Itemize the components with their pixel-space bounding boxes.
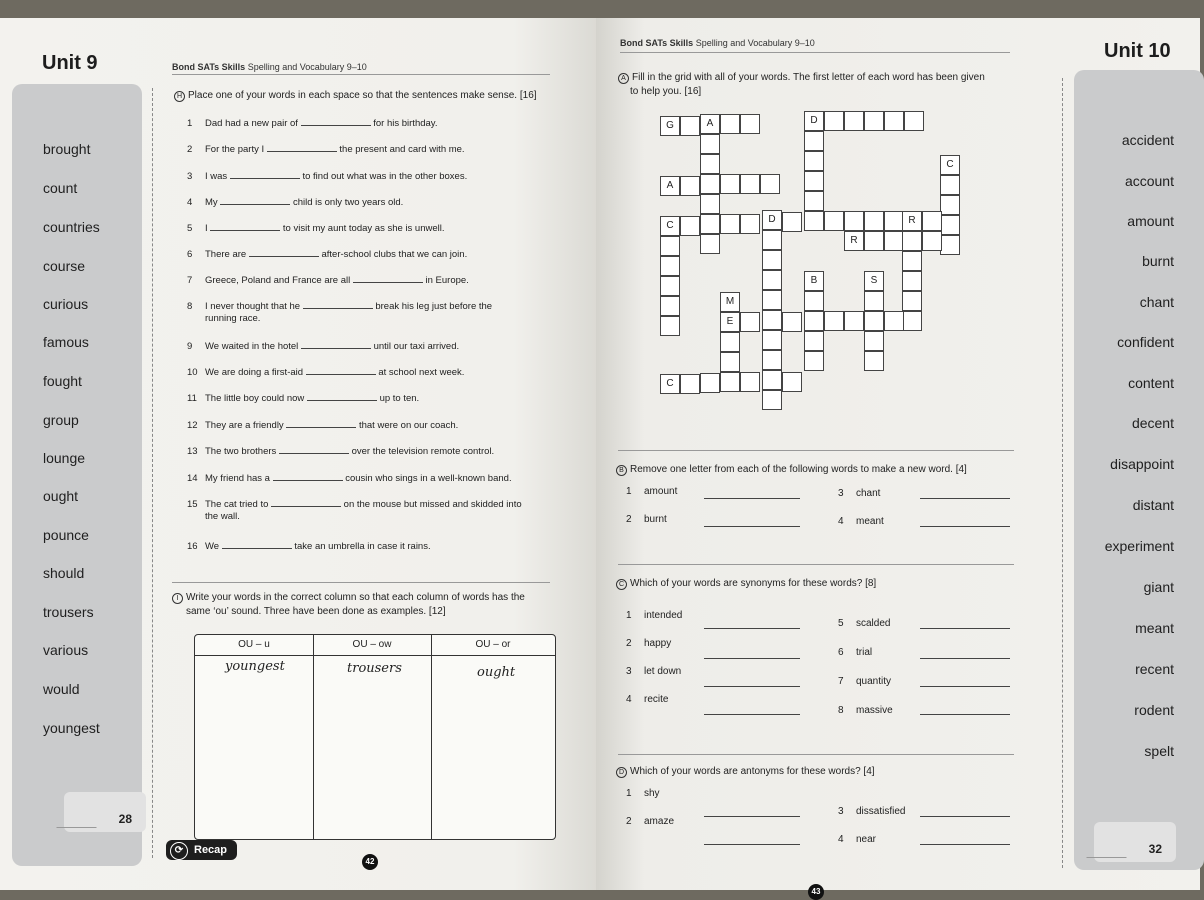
grid-cell[interactable] xyxy=(844,211,864,231)
grid-cell[interactable] xyxy=(940,215,960,235)
sentence-item: 9 We waited in the hotel until our taxi arrived. xyxy=(187,341,460,352)
grid-cell[interactable] xyxy=(700,194,720,214)
grid-cell[interactable] xyxy=(762,250,782,270)
header-rule xyxy=(172,74,550,75)
answer-line[interactable] xyxy=(704,628,800,629)
grid-cell[interactable] xyxy=(720,332,740,352)
grid-cell[interactable] xyxy=(864,311,884,331)
grid-cell[interactable] xyxy=(864,231,884,251)
word-bank-item: burnt xyxy=(1142,253,1174,269)
grid-cell[interactable] xyxy=(884,311,904,331)
answer-line[interactable] xyxy=(920,844,1010,845)
word-bank-item: rodent xyxy=(1134,702,1174,718)
example-answer: ought xyxy=(477,665,516,680)
section-rule xyxy=(618,754,1014,755)
word-bank-item: should xyxy=(43,565,85,581)
word-bank-item: lounge xyxy=(43,450,86,466)
word-bank-item: famous xyxy=(43,334,89,350)
answer-line[interactable] xyxy=(920,658,1010,659)
grid-cell[interactable] xyxy=(844,111,864,131)
word-bank-item: ought xyxy=(43,488,79,504)
column-header: OU – ow xyxy=(352,639,392,650)
word-item: 7 quantity xyxy=(838,676,892,687)
word-item: 4 meant xyxy=(838,516,884,527)
section-d-heading xyxy=(616,766,875,778)
word-bank-item: experiment xyxy=(1104,538,1174,554)
grid-cell[interactable] xyxy=(782,212,802,232)
section-letter: C xyxy=(616,579,627,590)
answer-blank[interactable] xyxy=(273,471,343,481)
sentence-item: 16 We take an umbrella in case it rains. xyxy=(187,541,431,552)
page-box xyxy=(1094,822,1176,862)
word-bank-item: distant xyxy=(1132,497,1174,513)
word-bank-item: chant xyxy=(1139,294,1174,310)
section-instruction: Fill in the grid with all of your words. The first letter of each word has been given xyxy=(632,72,985,83)
answer-line[interactable] xyxy=(704,498,800,499)
word-bank-item: count xyxy=(43,180,78,196)
word-bank-item: various xyxy=(43,642,89,658)
section-letter: B xyxy=(616,465,627,476)
grid-cell[interactable] xyxy=(700,174,720,194)
section-rule xyxy=(172,582,550,583)
grid-cell[interactable] xyxy=(760,174,780,194)
column-header: OU – u xyxy=(238,639,270,650)
word-bank-item: giant xyxy=(1143,579,1174,595)
answer-line[interactable] xyxy=(920,628,1010,629)
word-item: 1 intended xyxy=(626,610,683,621)
grid-cell[interactable] xyxy=(740,312,760,332)
grid-cell[interactable] xyxy=(762,290,782,310)
grid-cell[interactable] xyxy=(680,176,700,196)
grid-cell[interactable]: D xyxy=(762,210,782,230)
word-item: 6 trial xyxy=(838,647,873,658)
section-i-heading-cont: same ‘ou’ sound. Three have been done as examples. [12] xyxy=(186,606,446,617)
sentence-item: 1 Dad had a new pair of for his birthday. xyxy=(187,118,438,129)
word-bank-item: account xyxy=(1124,173,1174,189)
dashed-divider xyxy=(152,88,153,858)
word-bank-item: spelt xyxy=(1144,743,1174,759)
word-bank-item: confident xyxy=(1117,334,1174,350)
header-rule xyxy=(620,52,1010,53)
page-box-number: 28 xyxy=(118,812,132,826)
grid-cell[interactable] xyxy=(700,234,720,254)
answer-blank[interactable] xyxy=(210,221,280,231)
grid-cell[interactable] xyxy=(740,214,760,234)
page-box xyxy=(64,792,146,832)
grid-cell[interactable] xyxy=(824,111,844,131)
grid-cell[interactable] xyxy=(804,131,824,151)
dashed-divider xyxy=(1062,78,1063,868)
answer-line[interactable] xyxy=(920,714,1010,715)
answer-blank[interactable] xyxy=(279,444,349,454)
section-instruction: Write your words in the correct column so that each column of words has the xyxy=(186,592,525,603)
section-letter: D xyxy=(616,767,627,778)
grid-cell[interactable] xyxy=(804,211,824,231)
grid-cell[interactable] xyxy=(804,171,824,191)
sentence-item: 5 I to visit my aunt today as she is unwell. xyxy=(187,223,445,234)
answer-line[interactable] xyxy=(920,526,1010,527)
sentence-item: 8 I never thought that he break his leg just before the xyxy=(187,301,493,312)
section-c-heading xyxy=(616,578,876,590)
grid-cell[interactable] xyxy=(720,174,740,194)
grid-cell[interactable] xyxy=(720,352,740,372)
grid-cell[interactable] xyxy=(804,151,824,171)
answer-blank[interactable] xyxy=(267,142,337,152)
word-item: 3 let down xyxy=(626,666,682,677)
grid-cell[interactable] xyxy=(680,116,700,136)
grid-cell[interactable] xyxy=(762,310,782,330)
word-bank-item: course xyxy=(43,258,86,274)
grid-cell[interactable] xyxy=(884,111,904,131)
grid-cell[interactable] xyxy=(700,134,720,154)
recap-label: Recap xyxy=(194,844,228,856)
grid-cell[interactable] xyxy=(902,291,922,311)
word-bank-item: recent xyxy=(1135,661,1174,677)
grid-cell[interactable] xyxy=(902,231,922,251)
page-number: 43 xyxy=(808,884,824,900)
grid-cell[interactable] xyxy=(940,235,960,255)
answer-line[interactable] xyxy=(704,844,800,845)
grid-cell[interactable] xyxy=(680,216,700,236)
grid-cell[interactable] xyxy=(762,390,782,410)
word-bank xyxy=(1074,70,1204,870)
grid-cell[interactable] xyxy=(782,312,802,332)
page-box-number: 32 xyxy=(1148,842,1162,856)
answer-blank[interactable] xyxy=(230,169,300,179)
grid-cell[interactable] xyxy=(864,351,884,371)
sentence-continuation: the wall. xyxy=(205,511,240,522)
grid-cell[interactable] xyxy=(864,291,884,311)
word-bank-item: group xyxy=(43,412,79,428)
grid-cell[interactable]: B xyxy=(804,271,824,291)
grid-cell[interactable] xyxy=(804,311,824,331)
grid-cell[interactable] xyxy=(864,111,884,131)
grid-cell[interactable]: C xyxy=(660,374,680,394)
sentence-item: 10 We are doing a first-aid at school next week. xyxy=(187,367,465,378)
grid-cell[interactable] xyxy=(762,270,782,290)
answer-line[interactable] xyxy=(920,816,1010,817)
grid-cell[interactable] xyxy=(700,154,720,174)
word-bank-item: content xyxy=(1128,375,1174,391)
grid-cell[interactable] xyxy=(660,296,680,316)
grid-cell[interactable]: S xyxy=(864,271,884,291)
word-bank-item: trousers xyxy=(43,604,94,620)
recap-tab xyxy=(166,840,237,860)
left-page xyxy=(0,18,604,890)
section-a-heading-cont: to help you. [16] xyxy=(630,86,702,97)
section-instruction: Place one of your words in each space so that the sentences make sense. [16] xyxy=(188,90,537,101)
grid-cell[interactable] xyxy=(720,114,740,134)
answer-blank[interactable] xyxy=(307,391,377,401)
section-h-heading xyxy=(174,90,537,102)
grid-cell[interactable] xyxy=(804,191,824,211)
grid-cell[interactable] xyxy=(700,214,720,234)
sentence-item: 4 My child is only two years old. xyxy=(187,197,404,208)
word-bank-item: brought xyxy=(43,141,91,157)
sentence-item: 11 The little boy could now up to ten. xyxy=(187,393,420,404)
grid-cell[interactable]: A xyxy=(660,176,680,196)
word-item: 3 dissatisfied xyxy=(838,806,906,817)
word-bank-item: curious xyxy=(43,296,89,312)
word-item: 2 amaze xyxy=(626,816,675,827)
grid-cell[interactable] xyxy=(804,331,824,351)
grid-cell[interactable] xyxy=(902,311,922,331)
answer-line[interactable] xyxy=(704,686,800,687)
grid-cell[interactable] xyxy=(824,211,844,231)
answer-blank[interactable] xyxy=(353,273,423,283)
grid-cell[interactable] xyxy=(864,331,884,351)
word-item: 4 recite xyxy=(626,694,669,705)
header-brand: Bond SATs Skills xyxy=(620,38,694,48)
word-item: 1 amount xyxy=(626,486,678,497)
grid-cell[interactable] xyxy=(762,230,782,250)
grid-cell[interactable] xyxy=(740,174,760,194)
answer-blank[interactable] xyxy=(306,365,376,375)
section-instruction: Which of your words are antonyms for these words? [4] xyxy=(630,766,875,777)
word-item: 8 massive xyxy=(838,705,893,716)
sentence-item: 13 The two brothers over the television remote control. xyxy=(187,446,495,457)
grid-cell[interactable] xyxy=(660,276,680,296)
grid-cell[interactable] xyxy=(940,195,960,215)
grid-cell[interactable] xyxy=(940,175,960,195)
book-header xyxy=(620,38,815,48)
word-item: 3 chant xyxy=(838,488,881,499)
word-item: 4 near xyxy=(838,834,877,845)
ou-sound-table xyxy=(194,634,556,840)
grid-cell[interactable]: E xyxy=(720,312,740,332)
page-number: 42 xyxy=(362,854,378,870)
sentence-item: 14 My friend has a cousin who sings in a well-known band. xyxy=(187,473,512,484)
word-bank-item: fought xyxy=(43,373,82,389)
right-page xyxy=(596,18,1200,896)
grid-cell[interactable] xyxy=(902,271,922,291)
unit-title: Unit 10 xyxy=(1104,40,1171,62)
grid-cell[interactable] xyxy=(864,211,884,231)
example-answer: trousers xyxy=(347,661,402,676)
grid-cell[interactable] xyxy=(884,211,904,231)
answer-blank[interactable] xyxy=(249,247,319,257)
book-header xyxy=(172,62,367,72)
sentence-item: 12 They are a friendly that were on our coach. xyxy=(187,420,459,431)
sentence-item: 3 I was to find out what was in the other boxes. xyxy=(187,171,468,182)
answer-line[interactable] xyxy=(704,714,800,715)
answer-line[interactable] xyxy=(704,658,800,659)
grid-cell[interactable] xyxy=(762,370,782,390)
grid-cell[interactable] xyxy=(720,214,740,234)
grid-cell[interactable] xyxy=(700,373,720,393)
grid-cell[interactable] xyxy=(762,330,782,350)
grid-cell[interactable] xyxy=(720,372,740,392)
section-rule xyxy=(618,450,1014,451)
sentence-item: 7 Greece, Poland and France are all in Europe. xyxy=(187,275,469,286)
section-a-heading xyxy=(618,72,985,84)
section-rule xyxy=(618,564,1014,565)
grid-cell[interactable]: R xyxy=(902,211,922,231)
grid-cell[interactable] xyxy=(782,372,802,392)
grid-cell[interactable] xyxy=(740,372,760,392)
header-brand: Bond SATs Skills xyxy=(172,62,246,72)
section-i-heading xyxy=(172,592,525,604)
grid-cell[interactable] xyxy=(680,374,700,394)
section-letter: H xyxy=(174,91,185,102)
word-bank-item: disappoint xyxy=(1110,456,1174,472)
grid-cell[interactable]: A xyxy=(700,114,720,134)
grid-cell[interactable]: D xyxy=(804,111,824,131)
word-bank-item: pounce xyxy=(43,527,89,543)
section-letter: I xyxy=(172,593,183,604)
answer-line[interactable] xyxy=(704,816,800,817)
answer-line[interactable] xyxy=(920,686,1010,687)
section-letter: A xyxy=(618,73,629,84)
grid-cell[interactable] xyxy=(804,351,824,371)
grid-cell[interactable] xyxy=(824,311,844,331)
grid-cell[interactable]: R xyxy=(844,231,864,251)
grid-cell[interactable] xyxy=(844,311,864,331)
answer-blank[interactable] xyxy=(303,299,373,309)
section-instruction: Remove one letter from each of the following words to make a new word. [4] xyxy=(630,464,967,475)
answer-blank[interactable] xyxy=(271,497,341,507)
grid-cell[interactable] xyxy=(922,231,942,251)
word-bank-item: meant xyxy=(1135,620,1174,636)
word-bank-item: youngest xyxy=(43,720,100,736)
grid-cell[interactable] xyxy=(660,256,680,276)
word-item: 1 shy xyxy=(626,788,660,799)
header-subtitle: Spelling and Vocabulary 9–10 xyxy=(695,38,815,48)
sentence-item: 2 For the party I the present and card with me. xyxy=(187,144,465,155)
column-header: OU – or xyxy=(475,639,511,650)
sentence-continuation: running race. xyxy=(205,313,261,324)
header-subtitle: Spelling and Vocabulary 9–10 xyxy=(247,62,367,72)
grid-cell[interactable]: M xyxy=(720,292,740,312)
grid-cell[interactable]: C xyxy=(660,216,680,236)
answer-line[interactable] xyxy=(704,526,800,527)
word-item: 2 happy xyxy=(626,638,672,649)
word-bank-item: countries xyxy=(43,219,100,235)
unit-title: Unit 9 xyxy=(42,52,98,74)
section-b-heading xyxy=(616,464,967,476)
grid-cell[interactable] xyxy=(660,316,680,336)
grid-cell[interactable] xyxy=(804,291,824,311)
answer-blank[interactable] xyxy=(301,339,371,349)
word-item: 2 burnt xyxy=(626,514,667,525)
word-bank-item: amount xyxy=(1127,213,1174,229)
section-instruction: Which of your words are synonyms for these words? [8] xyxy=(630,578,877,589)
answer-blank[interactable] xyxy=(220,195,290,205)
grid-cell[interactable] xyxy=(762,350,782,370)
answer-line[interactable] xyxy=(920,498,1010,499)
grid-cell[interactable] xyxy=(922,211,942,231)
answer-blank[interactable] xyxy=(286,418,356,428)
example-answer: youngest xyxy=(225,659,285,674)
word-bank-item: decent xyxy=(1131,415,1174,431)
word-bank-item: accident xyxy=(1121,132,1174,148)
grid-cell[interactable] xyxy=(904,111,924,131)
word-item: 5 scalded xyxy=(838,618,891,629)
word-bank-item: would xyxy=(43,681,80,697)
grid-cell[interactable] xyxy=(884,231,904,251)
answer-blank[interactable] xyxy=(222,539,292,549)
grid-cell[interactable]: G xyxy=(660,116,680,136)
grid-cell[interactable] xyxy=(902,251,922,271)
sentence-item: 6 There are after-school clubs that we can join. xyxy=(187,249,468,260)
word-bank xyxy=(12,84,142,866)
grid-cell[interactable] xyxy=(740,114,760,134)
sentence-item: 15 The cat tried to on the mouse but missed and skidded into xyxy=(187,499,522,510)
grid-cell[interactable] xyxy=(660,236,680,256)
refresh-icon: ⟳ xyxy=(170,842,188,860)
answer-blank[interactable] xyxy=(301,116,371,126)
grid-cell[interactable]: C xyxy=(940,155,960,175)
